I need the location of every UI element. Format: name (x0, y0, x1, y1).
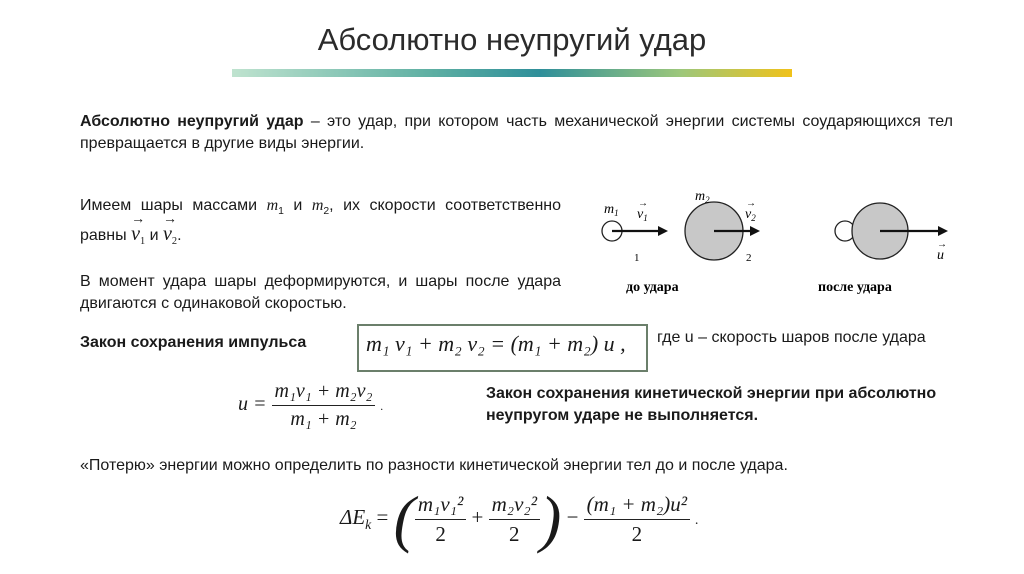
page-title: Абсолютно неупругий удар (317, 22, 707, 57)
term-2 (489, 492, 540, 547)
term-2-num: m₂v₂² (489, 492, 540, 520)
term-1-num: m₁v₁² (415, 492, 466, 520)
definition-paragraph (80, 111, 953, 155)
mass-1-sub: 1 (278, 206, 284, 218)
mass-2-sub: 2 (323, 206, 330, 218)
label-u: u (937, 248, 944, 263)
mass-1: m (266, 197, 279, 214)
label-m1: $m_1$ (604, 202, 619, 218)
term-3-num: (m₁ + m₂)u² (584, 492, 690, 520)
u-formula (238, 380, 383, 431)
u-formula-end: . (380, 399, 384, 414)
after-collision (818, 203, 948, 295)
term-3 (584, 492, 690, 547)
label-u-arrow: → (937, 239, 947, 250)
before-collision (602, 189, 760, 295)
label-m2: $m_2$ (695, 189, 710, 205)
delta-e-sub: k (365, 517, 372, 532)
energy-loss-text: «Потерю» энергии можно определить по разности кинетической энергии тел до и после удара. (80, 457, 788, 474)
u-fraction (272, 380, 376, 431)
setup-paragraph (80, 195, 561, 253)
deform-paragraph: В момент удара шары деформируются, и шары после удара двигаются с одинаковой скоростью. (80, 273, 561, 312)
momentum-law-label: Закон сохранения импульса (80, 334, 307, 351)
label-num-2: 2 (746, 252, 752, 264)
left-paren: ( (393, 483, 415, 554)
collision-diagram (590, 180, 950, 300)
delta-e: ΔE (340, 504, 366, 529)
velocity-2: → v (163, 223, 172, 245)
label-v2: $v_2$ (745, 207, 756, 223)
right-paren: ) (540, 483, 562, 554)
velocity-1-sub: 1 (139, 236, 146, 248)
plus-sign: + (471, 504, 484, 529)
momentum-formula: m₁ v₁ + m₂ v₂ = (m₁ + m₂) u , (366, 331, 626, 356)
term-3-den: 2 (631, 521, 643, 546)
setup-text-b: , их скорости соответственно равны (80, 197, 562, 245)
label-v2-arrow: → (746, 198, 756, 209)
setup-dot: . (177, 227, 182, 245)
velocity-arrowhead-u (938, 226, 948, 236)
term-2-den: 2 (509, 521, 520, 546)
mass-2: m (311, 197, 324, 214)
u-formula-lhs: u = (238, 393, 267, 416)
velocity-1: → v (131, 223, 140, 245)
definition-term: Абсолютно неупругий удар (80, 113, 304, 130)
minus-sign: − (566, 504, 579, 529)
velocity-arrowhead-2 (750, 226, 760, 236)
setup-and-2: и (145, 227, 163, 245)
setup-and: и (283, 197, 312, 214)
caption-after: после удара (818, 280, 892, 295)
velocity-2-sub: 2 (171, 236, 178, 248)
label-num-1: 1 (634, 252, 640, 264)
caption-before: до удара (626, 280, 679, 295)
term-1 (415, 492, 466, 547)
term-1-den: 2 (435, 521, 446, 546)
momentum-note: где u – скорость шаров после удара (657, 329, 926, 346)
setup-text-a: Имеем шары массами (80, 197, 267, 214)
u-numerator: m₁v₁ + m₂v₂ (272, 380, 376, 406)
delta-formula-end: . (695, 512, 699, 528)
definition-text: – это удар, при котором часть механической энергии системы соударяющихся тел превращается в другие виды энергии. (80, 113, 954, 152)
label-v1: $v_1$ (637, 207, 648, 223)
title-underline (232, 69, 792, 77)
energy-law-note: Закон сохранения кинетической энергии при абсолютно неупругом ударе не выполняется. (486, 385, 937, 424)
velocity-arrowhead-1 (658, 226, 668, 236)
u-denominator: m₁ + m₂ (290, 408, 357, 430)
energy-loss-formula (340, 483, 699, 554)
label-v1-arrow: → (638, 198, 648, 209)
delta-eq: = (371, 504, 389, 529)
